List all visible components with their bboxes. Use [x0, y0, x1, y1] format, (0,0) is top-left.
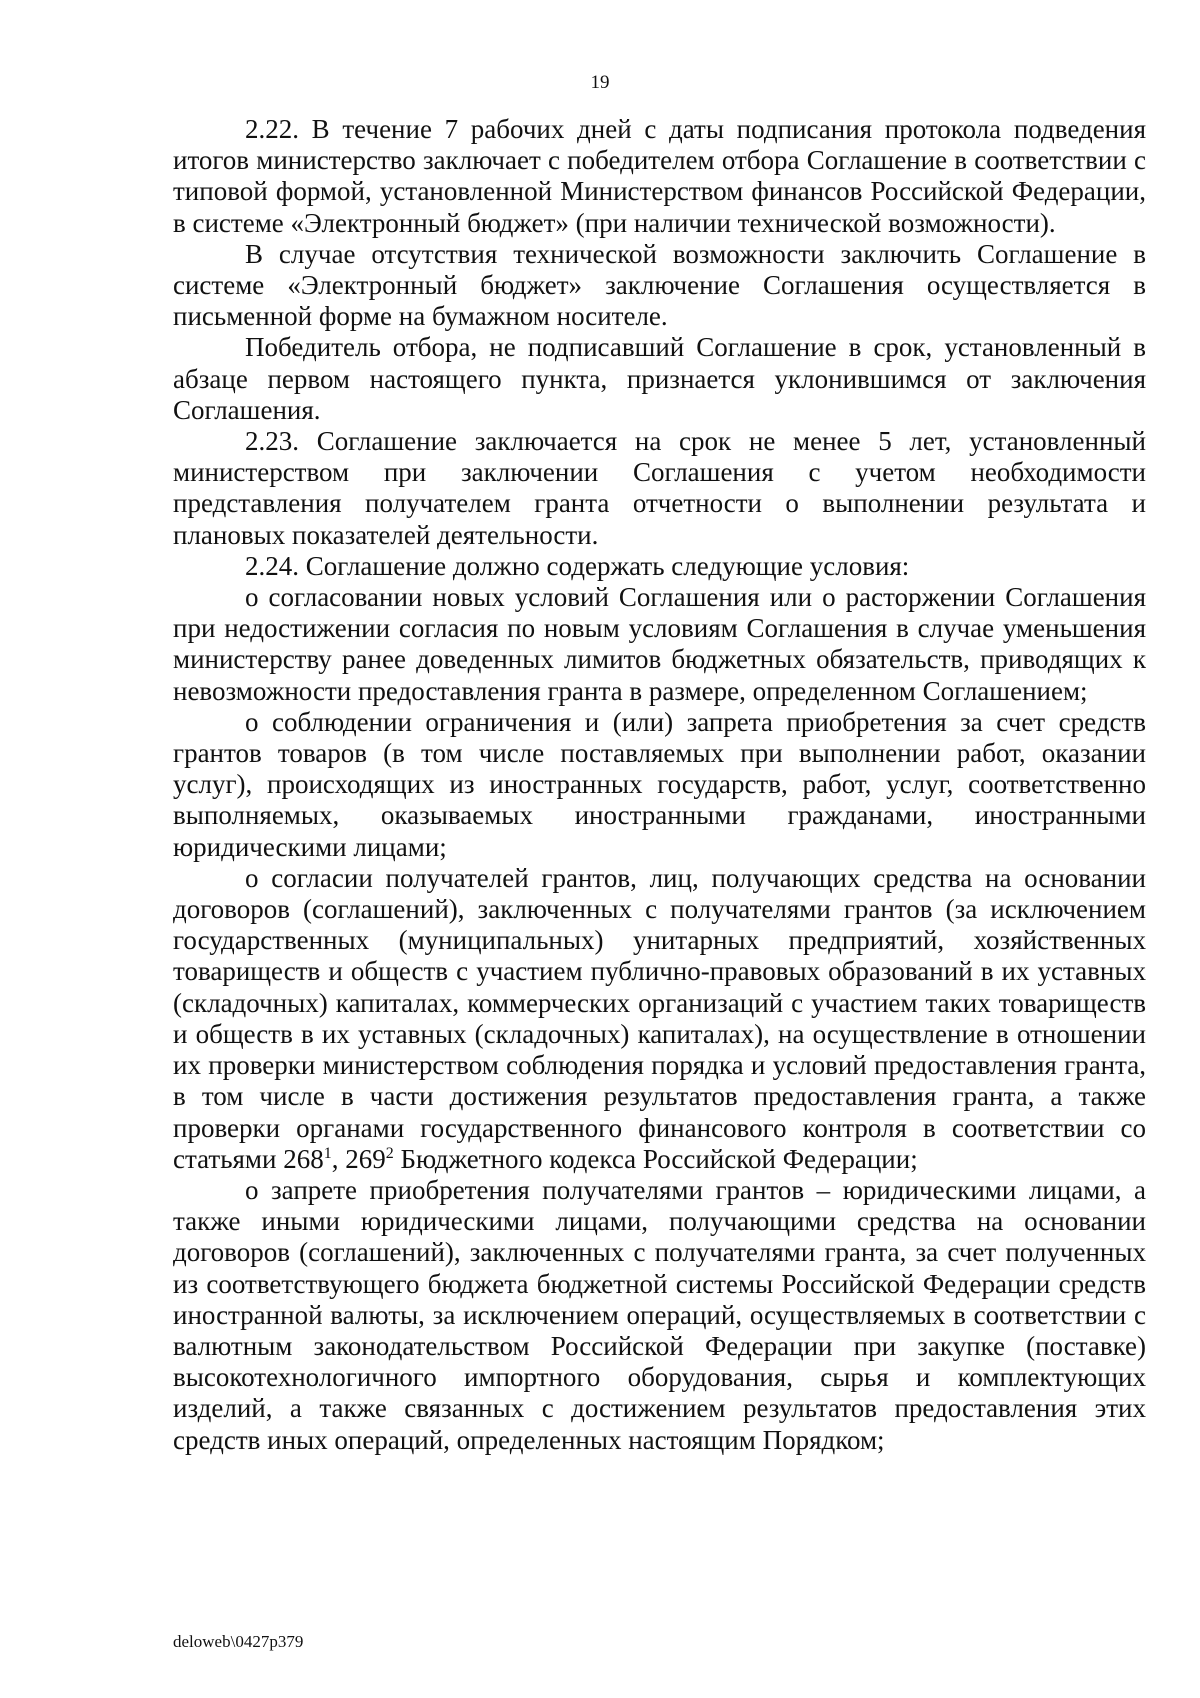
- condition-new-terms: о согласовании новых условий Соглашения или о расторжении Соглашения при недостижении согласия по новым условиям Соглашения в случае уменьшения министерству ранее доведенных лимитов бюджетных обязательств, приводящих к невозможности предоставления гранта в размере, определенном Соглашением;: [173, 582, 1146, 706]
- condition-consent-to-inspection: [173, 863, 1146, 1175]
- article-268: 268: [283, 1143, 324, 1174]
- consent-text: о согласии получателей грантов, лиц, получающих средства на основании договоров (соглашений), заключенных с получателями грантов (за исключением государственных (муниципальных) унитарных предприятий, хозяйственных товариществ и обществ с участием публично-правовых образований в их уставных (складочных) капиталах, коммерческих организаций с участием таких товариществ и обществ в их уставных (складочных) капиталах), на осуществление в отношении их проверки министерством соблюдения порядка и условий предоставления гранта, в том числе в части достижения результатов предоставления гранта, а также проверки органами государственного финансового контроля в соответствии со статьями: [173, 862, 1146, 1174]
- paragraph-electronic-budget-absence: В случае отсутствия технической возможности заключить Соглашение в системе «Электронный бюджет» заключение Соглашения осуществляется в письменной форме на бумажном носителе.: [173, 238, 1146, 332]
- document-footer-code: deloweb\0427p379: [173, 1632, 304, 1651]
- paragraph-2-24: 2.24. Соглашение должно содержать следующие условия:: [245, 550, 910, 581]
- article-268-superscript: 1: [323, 1144, 332, 1162]
- paragraph-2-22: 2.22. В течение 7 рабочих дней с даты подписания протокола подведения итогов министерство заключает с победителем отбора Соглашение в соответствии с типовой формой, установленной Министерством финансов Российской Федерации, в системе «Электронный бюджет» (при наличии технической возможности).: [173, 114, 1146, 238]
- paragraph-winner-evasion: Победитель отбора, не подписавший Соглашение в срок, установленный в абзаце первом настоящего пункта, признается уклонившимся от заключения Соглашения.: [173, 332, 1146, 425]
- consent-tail: Бюджетного кодекса Российской Федерации;: [393, 1143, 918, 1174]
- document-body: [173, 114, 1146, 1456]
- page-number: 19: [590, 72, 610, 93]
- article-269: 269: [345, 1143, 386, 1174]
- article-269-superscript: 2: [385, 1144, 394, 1162]
- paragraph-2-23: 2.23. Соглашение заключается на срок не менее 5 лет, установленный министерством при заключении Соглашения с учетом необходимости представления получателем гранта отчетности о выполнении результата и плановых показателей деятельности.: [173, 426, 1146, 550]
- condition-purchase-restriction: о соблюдении ограничения и (или) запрета приобретения за счет средств грантов товаров (в том числе поставляемых при выполнении работ, оказании услуг), происходящих из иностранных государств, работ, услуг, соответственно выполняемых, оказываемых иностранными гражданами, иностранными юридическими лицами;: [173, 706, 1146, 862]
- condition-foreign-currency-ban: о запрете приобретения получателями грантов – юридическими лицами, а также иными юридическими лицами, получающими средства на основании договоров (соглашений), заключенных с получателями гранта, за счет полученных из соответствующего бюджета бюджетной системы Российской Федерации средств иностранной валюты, за исключением операций, осуществляемых в соответствии с валютным законодательством Российской Федерации при закупке (поставке) высокотехнологичного импортного оборудования, сырья и комплектующих изделий, а также связанных с достижением результатов предоставления этих средств иных операций, определенных настоящим Порядком;: [173, 1174, 1146, 1455]
- article-separator: ,: [331, 1143, 346, 1174]
